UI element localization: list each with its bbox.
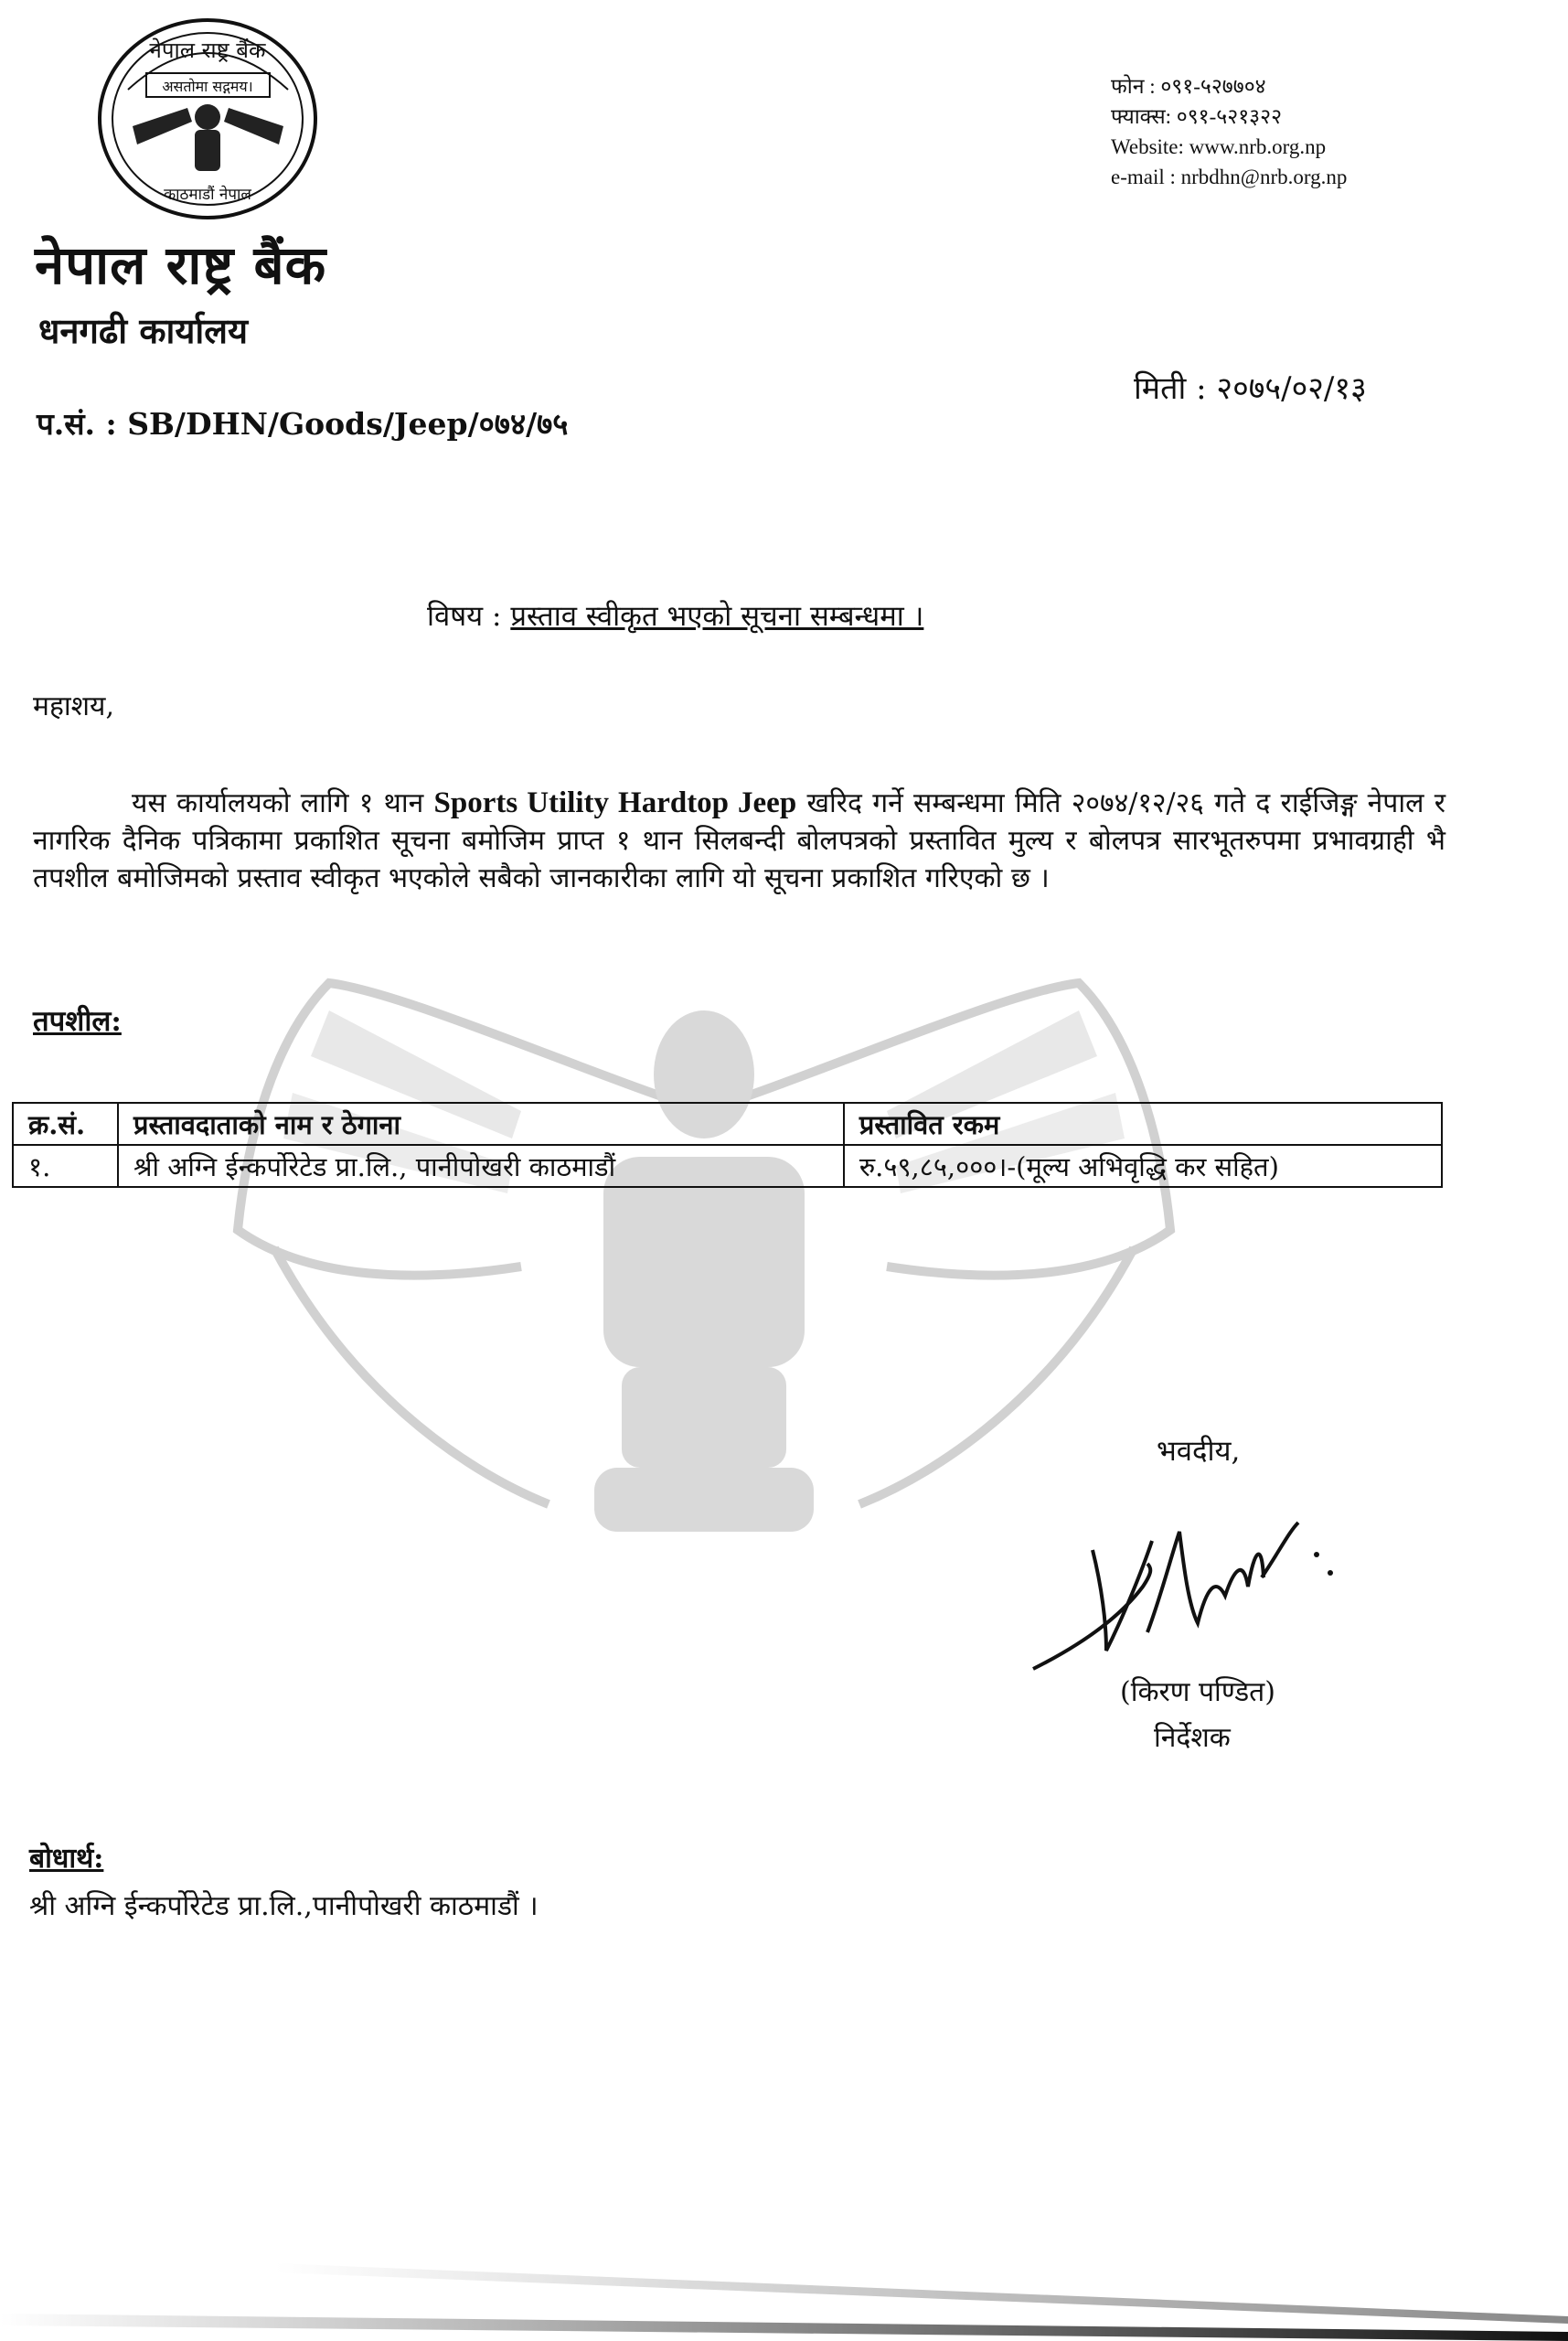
letter-date: मिती : २०७५/०२/१३ — [1134, 370, 1367, 407]
cell-amount: रु.५९,८५,०००।-(मूल्य अभिवृद्धि कर सहित) — [844, 1145, 1442, 1187]
website-line: Website: www.nrb.org.np — [1111, 135, 1327, 158]
details-label: तपशील: — [33, 1005, 122, 1038]
table-row — [13, 1145, 1442, 1187]
cc-label: बोधार्थ: — [29, 1843, 104, 1875]
header-serial: क्र.सं. — [13, 1103, 118, 1145]
signer-name: (किरण पण्डित) — [1120, 1676, 1275, 1708]
body-product: Sports Utility Hardtop Jeep — [433, 786, 797, 819]
table-header-row — [13, 1103, 1442, 1145]
body-paragraph — [33, 785, 1445, 897]
reference-number: प.सं. : SB/DHN/Goods/Jeep/०७४/७५ — [37, 406, 569, 442]
cell-bidder: श्री अग्नि ईन्कर्पोरेटेड प्रा.लि., पानीपोखरी काठमाडौं — [118, 1145, 844, 1187]
signer-title: निर्देशक — [1154, 1722, 1231, 1754]
phone-line: फोन : ०९१-५२७७०४ — [1111, 75, 1266, 98]
fax-line: फ्याक्स: ०९१-५२१३२२ — [1111, 105, 1283, 128]
office-name: धनगढी कार्यालय — [38, 310, 249, 351]
email-line: e-mail : nrbdhn@nrb.org.np — [1111, 166, 1348, 188]
logo-bottom-text: काठमाडौं नेपाल — [164, 186, 251, 204]
closing: भवदीय, — [1157, 1435, 1241, 1468]
contact-block — [1111, 71, 1347, 192]
org-name: नेपाल राष्ट्र बैंक — [35, 234, 327, 296]
scan-streak — [0, 2208, 1568, 2341]
logo-motto: असतोमा सद्गमय। — [162, 78, 253, 95]
subject-text: प्रस्ताव स्वीकृत भएको सूचना सम्बन्धमा । — [510, 600, 924, 633]
body-part-1: यस कार्यालयको लागि १ थान — [132, 787, 434, 819]
signature — [1015, 1486, 1381, 1687]
subject-label: विषय : — [427, 600, 502, 633]
subject-line — [427, 596, 923, 635]
cell-serial: १. — [13, 1145, 118, 1187]
proposal-table — [12, 1102, 1443, 1188]
logo-top-text: नेपाल राष्ट्र बैंक — [149, 37, 266, 63]
header-amount: प्रस्तावित रकम — [844, 1103, 1442, 1145]
salutation: महाशय, — [33, 690, 114, 722]
header-bidder: प्रस्तावदाताको नाम र ठेगाना — [118, 1103, 844, 1145]
cc-text: श्री अग्नि ईन्कर्पोरेटेड प्रा.लि.,पानीपोखरी काठमाडौं । — [29, 1890, 539, 1922]
bank-logo — [96, 16, 320, 222]
body-part-2: खरिद गर्ने सम्बन्धमा मिति २०७४/१२/२६ गते द राईजिङ्ग नेपाल र नागरिक दैनिक पत्रिकामा प्रकाशित सूचना बमोजिम प्राप्त १ थान सिलबन्दी बोलपत्रको प्रस्तावित मुल्य र बोलपत्र सारभूतरुपमा प्रभावग्राही भै तपशील बमोजिमको प्रस्ताव स्वीकृत भएकोले सबैको जानकारीका लागि यो सूचना प्रकाशित गरिएको छ । — [33, 787, 1445, 894]
